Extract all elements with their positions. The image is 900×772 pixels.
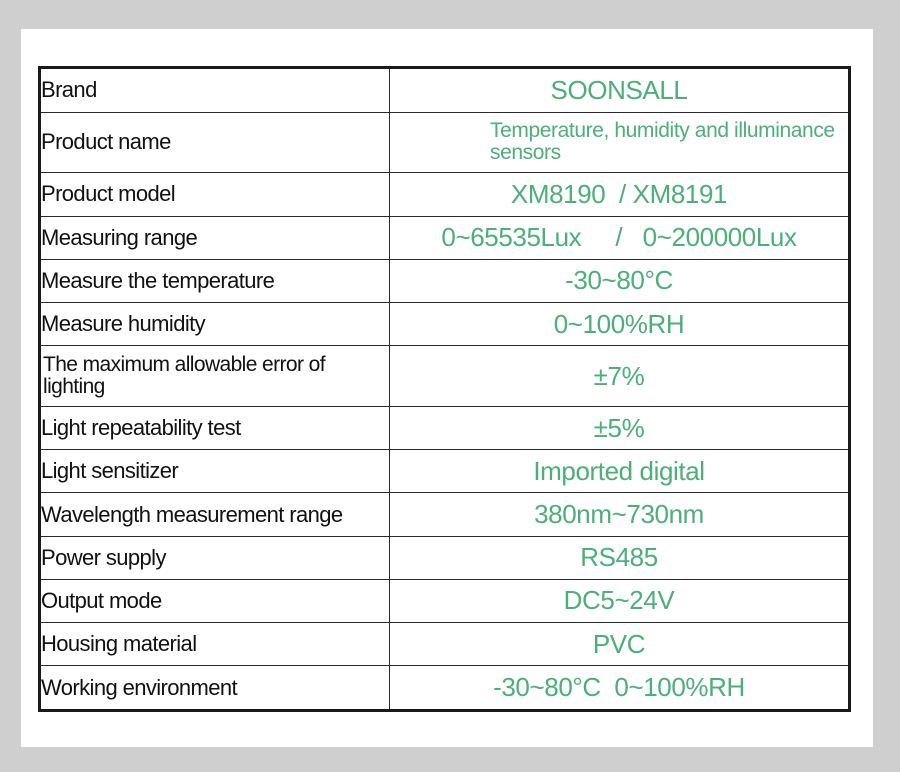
row-value: 380nm~730nm xyxy=(390,493,850,536)
row-label: Measure humidity xyxy=(40,303,390,346)
row-label: Housing material xyxy=(40,623,390,666)
row-value: -30~80°C 0~100%RH xyxy=(390,666,850,711)
spec-table xyxy=(38,66,851,712)
row-label: Light repeatability test xyxy=(40,407,390,450)
table-row xyxy=(40,493,850,536)
row-label: Brand xyxy=(40,68,390,113)
row-label: Wavelength measurement range xyxy=(40,493,390,536)
row-label: Light sensitizer xyxy=(40,450,390,493)
row-label: Product model xyxy=(40,173,390,216)
table-row xyxy=(40,68,850,113)
row-label: Output mode xyxy=(40,579,390,622)
row-label: Measure the temperature xyxy=(40,259,390,302)
table-row xyxy=(40,216,850,259)
table-row xyxy=(40,579,850,622)
table-row xyxy=(40,536,850,579)
table-row xyxy=(40,173,850,216)
row-value: 0~100%RH xyxy=(390,303,850,346)
table-row xyxy=(40,666,850,711)
row-label: The maximum allowable error of lighting xyxy=(40,346,390,407)
table-row xyxy=(40,450,850,493)
row-value: Imported digital xyxy=(390,450,850,493)
row-value: RS485 xyxy=(390,536,850,579)
row-value: PVC xyxy=(390,623,850,666)
row-value: ±5% xyxy=(390,407,850,450)
table-row xyxy=(40,623,850,666)
row-value: SOONSALL xyxy=(390,68,850,113)
row-value: XM8190 / XM8191 xyxy=(390,173,850,216)
table-row xyxy=(40,346,850,407)
row-value: -30~80°C xyxy=(390,259,850,302)
table-row xyxy=(40,303,850,346)
table-row xyxy=(40,259,850,302)
row-value: ±7% xyxy=(390,346,850,407)
row-value: DC5~24V xyxy=(390,579,850,622)
row-label: Product name xyxy=(40,112,390,173)
row-value: 0~65535Lux / 0~200000Lux xyxy=(390,216,850,259)
row-label: Power supply xyxy=(40,536,390,579)
table-row xyxy=(40,407,850,450)
row-value: Temperature, humidity and illuminance sensors xyxy=(390,112,850,173)
row-label: Measuring range xyxy=(40,216,390,259)
row-label: Working environment xyxy=(40,666,390,711)
table-row xyxy=(40,112,850,173)
